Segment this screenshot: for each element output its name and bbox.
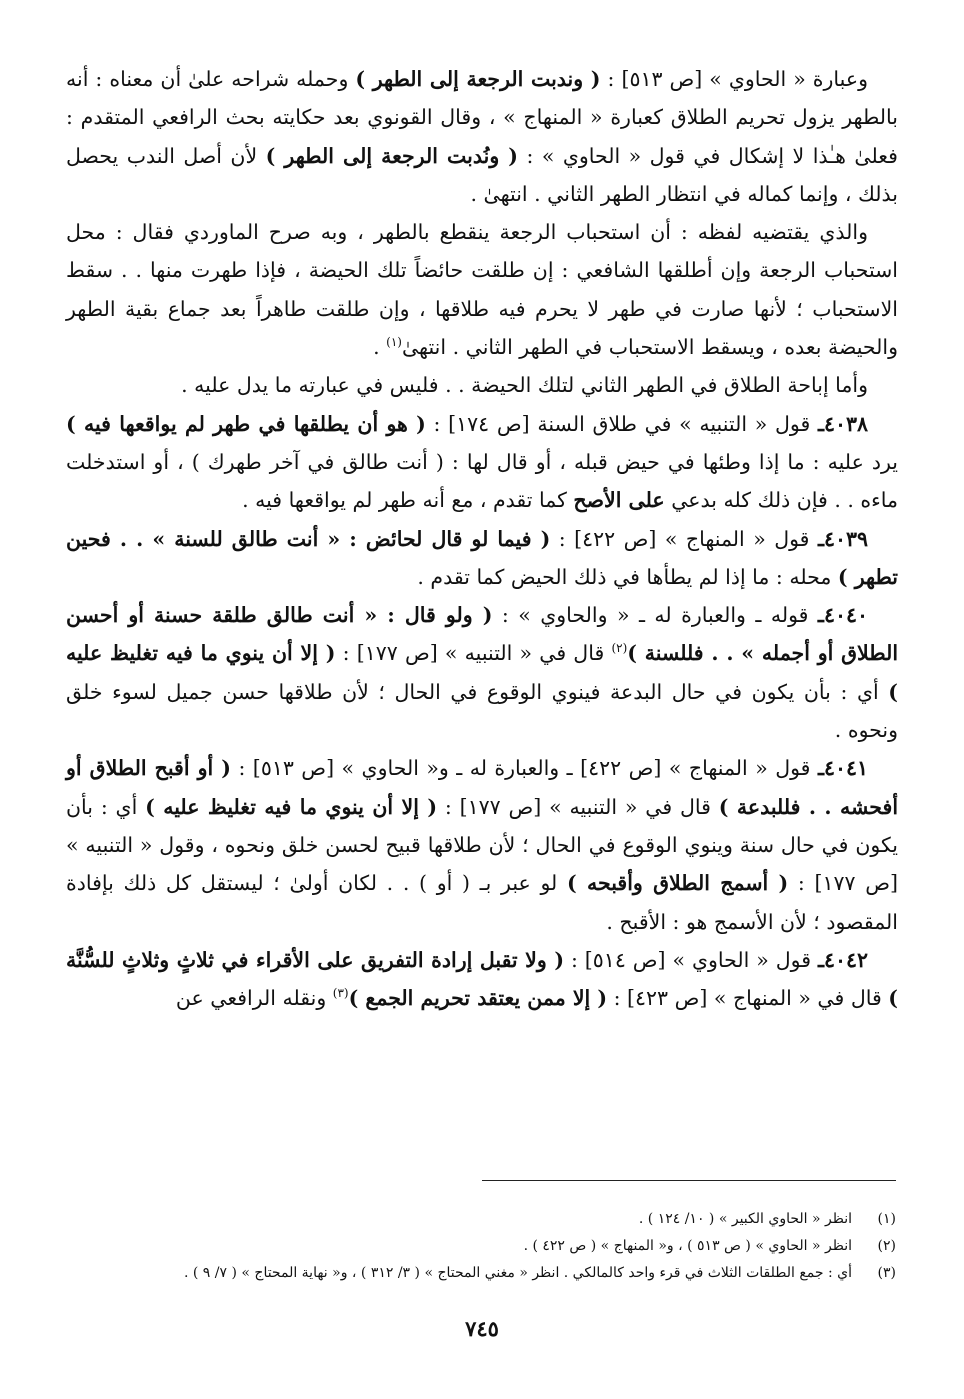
text-run: أي : بأن يكون في حال سنة وينوي الوقوع في الحال ؛ لأن طلاقها قبيح لحسن خلق ونحوه ، وقول « التنبيه » [ص ١٧٧] : [66, 794, 899, 896]
text-run: قال في « التنبيه » [ص ١٧٧] : [437, 794, 719, 819]
bold-quote: ( إلا ممن يعتقد تحريم الجمع ) [348, 986, 608, 1011]
paragraph [66, 60, 898, 213]
text-run: قال في « المنهاج » [ص ٤٢٣] : [607, 986, 889, 1011]
footnote-marker: (١) [386, 335, 402, 350]
text-run: قول « المنهاج » [ص ٤٢٢] : [550, 526, 818, 551]
text-run: . [373, 335, 387, 360]
bold-quote: ( هو أن يطلقها في طهر لم يواقعها فيه ) [66, 411, 426, 436]
bold-quote: ( إلا أن ينوي ما فيه تغليظ عليه ) [66, 641, 898, 704]
text-run: قوله ـ والعبارة له ـ « والحاوي » : [492, 603, 818, 628]
bold-quote: ( ونُدبت الرجعة إلى الطهر ) [265, 143, 518, 168]
text-run: ونقله الرافعي عن [175, 986, 333, 1011]
bold-quote: ( ولو قال : « أنت طالق طلقة حسنة أو أحسن الطلاق أو أجمله » . . فللسنة ) [66, 603, 899, 666]
text-run: قول « الحاوي » [ص ٥١٤] : [564, 947, 818, 972]
text-run: قول « التنبيه » في طلاق السنة [ص ١٧٤] : [425, 411, 818, 436]
main-text-body [66, 60, 898, 1017]
footnote [66, 1260, 896, 1287]
paragraph [66, 520, 898, 597]
paragraph [66, 941, 898, 1018]
text-run: كما تقدم ، مع أنه طهر لم يواقعها فيه . [242, 488, 574, 513]
footnote-marker: (٣) [332, 986, 349, 1001]
bold-quote: ( إلا أن ينوي ما فيه تغليظ عليه ) [145, 794, 438, 819]
text-run: يرد عليه : ما إذا وطئها في حيض قبله ، أو قال لها : ( أنت طالق في آخر طهرك ) ، أو استدخلت ماءه . . فإن ذلك كله بدعي [66, 449, 898, 513]
footnote-text: انظر « الحاوي » ( ص ٥١٣ ) ، و« المنهاج » ( ص ٤٢٢ ) . [523, 1238, 852, 1254]
footnote-separator [482, 1180, 896, 1181]
text-run: وحمله شراحه علىٰ أن معناه : أنه بالطهر يزول تحريم الطلاق كعبارة « المنهاج » ، وقال القونوي بعد حكايته بحث الرافعي المتقدم : فعلىٰ هـٰذا لا إشكال في قول « الحاوي » : [66, 67, 898, 168]
bold-quote: ( ولا تقبل إرادة التفريق على الأقراء في ثلاثٍ وثلاثٍ للسُّنَّة ) [66, 947, 898, 1011]
footnote-number: (١) [877, 1211, 896, 1227]
footnote-number: (٣) [877, 1265, 896, 1281]
bold-quote: ( وندبت الرجعة إلى الطهر ) [355, 67, 601, 91]
paragraph [66, 749, 898, 940]
paragraph [66, 366, 898, 404]
footnote [66, 1233, 896, 1260]
page-number: ٧٤٥ [465, 1316, 499, 1341]
paragraph [66, 213, 898, 366]
footnote [66, 1206, 896, 1233]
footnote-text: انظر « الحاوي الكبير » ( ١٠/ ١٢٤ ) . [638, 1211, 852, 1227]
text-run: قال في « التنبيه » [ص ١٧٧] : [335, 641, 612, 666]
text-run: لو عبر بـ ( أو ) . . لكان أولىٰ ؛ ليستقل كل ذلك بإفادة المقصود ؛ لأن الأسمج هو : الأقبح . [66, 871, 898, 934]
footnote-text: أي : جمع الطلقات الثلاث في قرء واحد كالمالكي . انظر « مغني المحتاج » ( ٣/ ٣١٢ ) ، و« نهاية المحتاج » ( ٧/ ٩ ) . [183, 1265, 852, 1281]
paragraph [66, 596, 898, 749]
paragraph [66, 405, 898, 520]
text-run: لأن أصل الندب يحصل بذلك ، وإنما كماله في انتظار الطهر الثاني . انتهىٰ . [66, 143, 898, 206]
footnote-number: (٢) [877, 1238, 896, 1254]
bold-quote: ٤٠٣٨ـ [817, 411, 868, 436]
bold-quote: ٤٠٤٢ـ [817, 947, 868, 972]
footnotes [66, 1206, 896, 1287]
bold-quote: ٤٠٣٩ـ [817, 526, 868, 551]
bold-quote: ( فيما لو قال لحائض : « أنت طالق للسنة » . . فحين تطهر ) [66, 526, 898, 589]
bold-quote: ( أو أقبح الطلاق أو أفحشه . . فللبدعة ) [66, 756, 899, 819]
text-run: وأما إباحة الطلاق في الطهر الثاني لتلك الحيضة . . فليس في عبارته ما يدل عليه . [181, 373, 868, 398]
bold-quote: على الأصح [573, 488, 665, 513]
footnote-marker: (٢) [611, 641, 628, 656]
text-run: والذي يقتضيه لفظه : أن استحباب الرجعة ينقطع بالطهر ، وبه صرح الماوردي فقال : محل استحباب الرجعة وإن أطلقها الشافعي : إن طلقت حائضاً تلك الحيضة ، فإذا طهرت منها . . سقط الاستحباب ؛ لأنها صارت في طهر لا يحرم فيه طلاقها ، وإن طلقت طاهراً بعد جماع بقية الطهر والحيضة بعده ، ويسقط الاستحباب في الطهر الثاني . انتهىٰ [66, 220, 898, 360]
bold-quote: ( أسمج الطلاق وأقبحه ) [566, 871, 789, 896]
bold-quote: ٤٠٤١ـ [817, 756, 868, 781]
bold-quote: ٤٠٤٠ـ [817, 603, 868, 628]
text-run: أي : بأن يكون في حال البدعة فينوي الوقوع في الحال ؛ لأن طلاقها حسن جميل لسوء خلق ونحوه . [66, 679, 898, 743]
text-run: قول « المنهاج » [ص ٤٢٢] ـ والعبارة له ـ و« الحاوي » [ص ٥١٣] : [231, 756, 818, 781]
text-run: وعبارة « الحاوي » [ص ٥١٣] : [600, 67, 868, 91]
text-run: محله : ما إذا لم يطأها في ذلك الحيض كما تقدم . [417, 564, 838, 589]
